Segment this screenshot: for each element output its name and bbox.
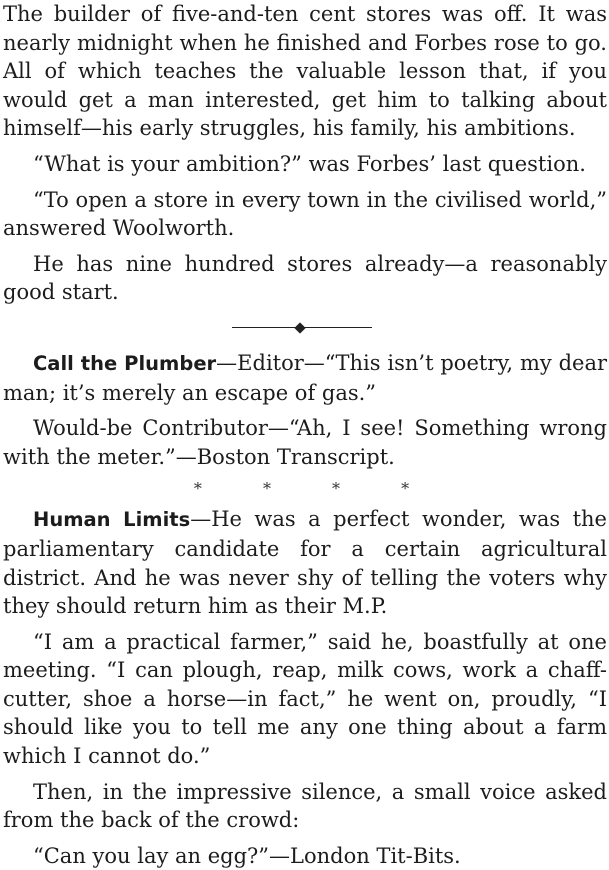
- plumber-paragraph-1: [0, 349, 609, 407]
- plumber-text-1: —Editor—“This isn’t poetry, my dear man; it’s merely an escape of gas.”: [3, 350, 607, 405]
- limits-paragraph-3: Then, in the impressive silence, a small voice asked from the back of the crowd:: [3, 779, 607, 833]
- divider-diamond-icon: [294, 322, 305, 333]
- article-paragraph-4: He has nine hundred stores already—a reasonably good start.: [3, 251, 607, 305]
- limits-paragraph-2: “I am a practical farmer,” said he, boastfully at one meeting. “I can plough, reap, milk cows, work a chaff-cutter, shoe a horse—in fact,” he went on, proudly, “I should like you to tell me any one thing about a farm which I cannot do.”: [3, 629, 607, 769]
- plumber-paragraph-2: Would-be Contributor—“Ah, I see! Something wrong with the meter.”—Boston Transcript.: [3, 416, 607, 469]
- limits-paragraph-4: “Can you lay an egg?”—London Tit-Bits.: [33, 843, 461, 868]
- limits-text-1: —He was a perfect wonder, was the parliamentary candidate for a certain agricultural district. And he was never shy of telling the voters why they should return him as their M.P.: [3, 507, 607, 619]
- article-paragraph-3: “To open a store in every town in the civilised world,” answered Woolworth.: [3, 187, 607, 241]
- limits-heading: Human Limits: [33, 508, 191, 532]
- article-paragraph-2: “What is your ambition?” was Forbes’ last question.: [33, 151, 586, 176]
- asterisk-separator: * * * *: [193, 479, 438, 499]
- limits-paragraph-1: [0, 505, 609, 620]
- article-paragraph-1: The builder of five-and-ten cent stores was off. It was nearly midnight when he finished and Forbes rose to go. All of which teaches the valuable lesson that, if you would get a man interested, get him to talking about himself—his early struggles, his family, his ambitions.: [3, 2, 607, 141]
- plumber-heading: Call the Plumber: [33, 351, 217, 375]
- section-divider: [232, 321, 372, 335]
